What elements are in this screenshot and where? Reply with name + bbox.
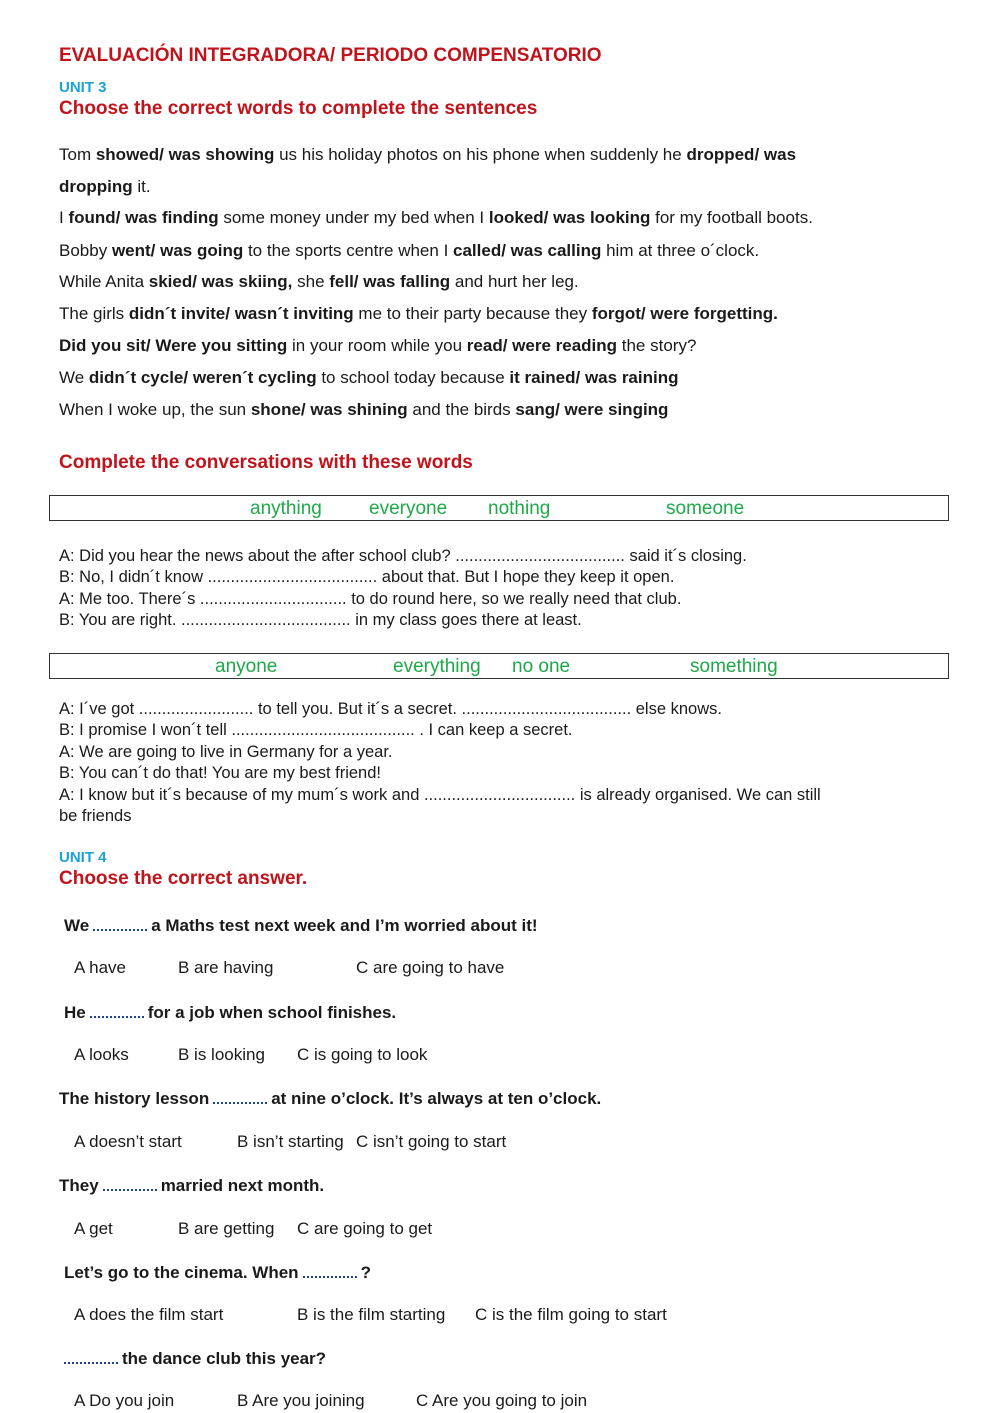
choice[interactable]: read/ were reading	[466, 336, 618, 355]
conversation-line: A: Did you hear the news about the after school club? ..................................... said it´s closing.	[59, 547, 747, 565]
option-c[interactable]: C is going to look	[297, 1045, 428, 1064]
exercise-3-heading: Choose the correct answer.	[59, 868, 308, 889]
question-4: They married next month.	[59, 1176, 325, 1195]
option-b[interactable]: B isn’t starting	[237, 1132, 344, 1151]
option-c[interactable]: C is the film going to start	[475, 1305, 667, 1324]
option-a[interactable]: A Do you join	[74, 1391, 175, 1410]
choice[interactable]: found/ was finding	[68, 208, 219, 227]
sentence-8: When I woke up, the sun shone/ was shining and the birds sang/ were singing	[59, 400, 669, 419]
choice[interactable]: it rained/ was raining	[509, 368, 679, 387]
choice[interactable]: forgot/ were forgetting.	[591, 304, 778, 323]
unit-4-label: UNIT 4	[59, 849, 107, 866]
word-option: nothing	[488, 498, 551, 519]
choice[interactable]: Did you sit/ Were you sitting	[59, 336, 288, 355]
option-b[interactable]: B Are you joining	[237, 1391, 365, 1410]
choice[interactable]: went/ was going	[111, 241, 244, 260]
answer-blank[interactable]	[90, 1002, 144, 1018]
choice[interactable]: shone/ was shining	[250, 400, 408, 419]
option-a[interactable]: A get	[74, 1219, 113, 1238]
choice[interactable]: fell/ was falling	[329, 272, 451, 291]
answer-blank[interactable]	[93, 915, 147, 931]
conversation-line: B: I promise I won´t tell ........................................ . I can keep a secret.	[59, 721, 573, 739]
sentence-3: Bobby went/ was going to the sports centre when I called/ was calling him at three o´clock.	[59, 241, 760, 260]
word-box-2	[49, 653, 949, 679]
word-option: no one	[512, 656, 571, 677]
conversation-line: B: You are right. ..................................... in my class goes there at least.	[59, 611, 582, 629]
sentence-7: We didn´t cycle/ weren´t cycling to school today because it rained/ was raining	[59, 368, 679, 387]
conversation-line: A: We are going to live in Germany for a year.	[59, 743, 393, 761]
choice[interactable]: skied/ was skiing,	[148, 272, 293, 291]
option-b[interactable]: B are having	[178, 958, 274, 977]
answer-blank[interactable]	[103, 1175, 157, 1191]
sentence-6: Did you sit/ Were you sitting in your room while you read/ were reading the story?	[59, 336, 697, 355]
sentence-1-cont: dropping it.	[59, 177, 151, 196]
page-title: EVALUACIÓN INTEGRADORA/ PERIODO COMPENSATORIO	[59, 45, 602, 66]
option-b[interactable]: B is the film starting	[297, 1305, 446, 1324]
word-option: everyone	[369, 498, 448, 519]
sentence-1: Tom showed/ was showing us his holiday photos on his phone when suddenly he dropped/ was	[59, 145, 797, 164]
conversation-line: B: No, I didn´t know ..................................... about that. But I hope they keep it open.	[59, 568, 675, 586]
choice[interactable]: sang/ were singing	[515, 400, 669, 419]
sentence-4: While Anita skied/ was skiing, she fell/ was falling and hurt her leg.	[59, 272, 579, 291]
word-option: something	[690, 656, 778, 677]
choice[interactable]: dropping	[59, 177, 133, 196]
choice[interactable]: showed/ was showing	[95, 145, 275, 164]
word-box-1	[49, 495, 949, 521]
exercise-1-heading: Choose the correct words to complete the sentences	[59, 98, 538, 119]
question-3: The history lesson at nine o’clock. It’s always at ten o’clock.	[59, 1089, 602, 1108]
option-b[interactable]: B is looking	[178, 1045, 265, 1064]
word-option: anything	[250, 498, 322, 519]
choice[interactable]: looked/ was looking	[488, 208, 651, 227]
option-b[interactable]: B are getting	[178, 1219, 275, 1238]
option-a[interactable]: A looks	[74, 1045, 129, 1064]
conversation-line: A: I know but it´s because of my mum´s work and ................................. is already organised. We can still	[59, 786, 821, 804]
conversation-line: be friends	[59, 807, 132, 825]
option-c[interactable]: C isn’t going to start	[356, 1132, 507, 1151]
answer-blank[interactable]	[213, 1088, 267, 1104]
choice[interactable]: didn´t invite/ wasn´t inviting	[128, 304, 354, 323]
word-option: anyone	[215, 656, 278, 677]
option-a[interactable]: A have	[74, 958, 126, 977]
question-2: He for a job when school finishes.	[64, 1003, 397, 1022]
word-option: everything	[393, 656, 481, 677]
option-a[interactable]: A does the film start	[74, 1305, 224, 1324]
option-c[interactable]: C are going to get	[297, 1219, 433, 1238]
unit-3-label: UNIT 3	[59, 79, 107, 96]
sentence-2: I found/ was finding some money under my bed when I looked/ was looking for my football boots.	[59, 208, 813, 227]
choice[interactable]: didn´t cycle/ weren´t cycling	[88, 368, 317, 387]
option-c[interactable]: C are going to have	[356, 958, 505, 977]
choice[interactable]: called/ was calling	[453, 241, 602, 260]
question-6: the dance club this year?	[60, 1348, 326, 1369]
question-1: We a Maths test next week and I’m worried about it!	[64, 916, 538, 935]
word-option: someone	[666, 498, 745, 519]
option-a[interactable]: A doesn’t start	[74, 1132, 182, 1151]
conversation-line: A: Me too. There´s ................................ to do round here, so we really need that club.	[59, 590, 682, 608]
answer-blank[interactable]	[64, 1348, 118, 1364]
conversation-line: A: I´ve got ......................... to tell you. But it´s a secret. ..................................... else knows.	[59, 700, 722, 718]
question-5: Let’s go to the cinema. When ?	[64, 1263, 371, 1282]
choice[interactable]: dropped/ was	[686, 145, 797, 164]
conversation-line: B: You can´t do that! You are my best friend!	[59, 764, 381, 782]
answer-blank[interactable]	[303, 1262, 357, 1278]
option-c[interactable]: C Are you going to join	[416, 1391, 588, 1410]
exercise-2-heading: Complete the conversations with these words	[59, 452, 473, 473]
sentence-5: The girls didn´t invite/ wasn´t inviting me to their party because they forgot/ were forgetting.	[59, 304, 778, 323]
